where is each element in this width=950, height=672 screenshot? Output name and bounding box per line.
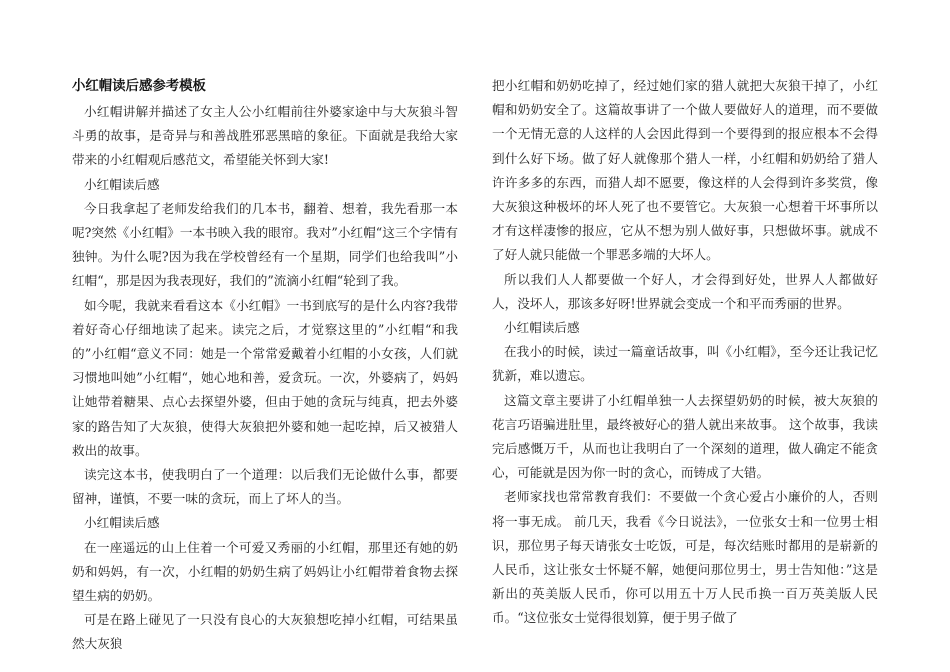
paragraph: 读完这本书，使我明白了一个道理：以后我们无论做什么事，都要留神，谨慎，不要一味的贪玩，而上了坏人的当。	[72, 467, 458, 507]
document-title: 小红帽读后感参考模板	[72, 79, 206, 94]
section-heading: 小红帽读后感	[504, 320, 580, 336]
paragraph: 这篇文章主要讲了小红帽单独一人去探望奶奶的时候，被大灰狼的花言巧语骗进肚里，最终被好心的猎人就出来故事。 这个故事，我读完后感慨万千，从而也让我明白了一个深刻的道理，做人确定不能贪心，可能就是因为你一时的贪心，而铸成了大错。	[492, 392, 878, 481]
right-column	[492, 74, 878, 631]
paragraph: 今日我拿起了老师发给我们的几本书，翻着、想着，我先看那一本呢?突然《小红帽》一本书映入我的眼帘。我对”小红帽“这三个字情有独钟。为什么呢?因为我在学校曾经有一个星期，同学们也给我叫”小红帽“，那是因为我表现好，我们的”流滴小红帽“轮到了我。	[72, 200, 458, 289]
paragraph: 可是在路上碰见了一只没有良心的大灰狼想吃掉小红帽，可结果虽然大灰狼	[72, 612, 458, 652]
paragraph: 所以我们人人都要做一个好人，才会得到好处，世界人人都做好人，没坏人，那该多好呀!世界就会变成一个和平而秀丽的世界。	[492, 271, 878, 311]
paragraph-continued: 把小红帽和奶奶吃掉了，经过她们家的猎人就把大灰狼干掉了，小红帽和奶奶安全了。这篇故事讲了一个做人要做好人的道理，而不要做一个无情无意的人这样的人会因此得到一个要得到的报应根本不会得到什么好下场。做了好人就像那个猎人一样，小红帽和奶奶给了猎人许许多多的东西，而猎人却不愿要，像这样的人会得到许多奖赏，像大灰狼这种极坏的坏人死了也不要管它。大灰狼一心想着干坏事所以才有这样凄惨的报应，它从不想为别人做好事，只想做坏事。就成不了好人就只能做一个罪恶多端的大坏人。	[492, 78, 878, 263]
left-column	[72, 76, 458, 657]
paragraph-intro: 小红帽讲解并描述了女主人公小红帽前往外婆家途中与大灰狼斗智斗勇的故事，是奇异与和善战胜邪恶黑暗的象征。下面就是我给大家带来的小红帽观后感范文，希望能关怀到大家!	[72, 104, 458, 168]
paragraph: 如今呢，我就来看看这本《小红帽》一书到底写的是什么内容?我带着好奇心仔细地读了起来。读完之后，才觉察这里的”小红帽“和我的”小红帽“意义不同：她是一个常常爱戴着小红帽的小女孩，人们就习惯地叫她”小红帽“，她心地和善，爱贪玩。一次，外婆病了，妈妈让她带着糖果、点心去探望外婆，但由于她的贪玩与纯真，把去外婆家的路告知了大灰狼，使得大灰狼把外婆和她一起吃掉，后又被猎人救出的故事。	[72, 297, 458, 458]
section-heading: 小红帽读后感	[84, 515, 160, 531]
paragraph: 老师家找也常常教育我们：不要做一个贪心爱占小廉价的人，否则将一事无成。 前几天，我看《今日说法》，一位张女士和一位男士相识，那位男子每天请张女士吃饭，可是，每次结账时都用的是崭新的人民币，这让张女士怀疑不解，她便问那位男士，男士告知他：”这是新出的英美版人民币，你可以用五十万人民币换一百万英美版人民币。“这位张女士觉得很划算，便于男子做了	[492, 489, 878, 626]
paragraph: 在一座遥远的山上住着一个可爱又秀丽的小红帽，那里还有她的奶奶和妈妈，有一次，小红帽的奶奶生病了妈妈让小红帽带着食物去探望生病的奶奶。	[72, 539, 458, 604]
paragraph: 在我小的时候，读过一篇童话故事，叫《小红帽》，至今还让我记忆犹新，难以遗忘。	[492, 344, 878, 384]
section-heading: 小红帽读后感	[84, 176, 160, 192]
